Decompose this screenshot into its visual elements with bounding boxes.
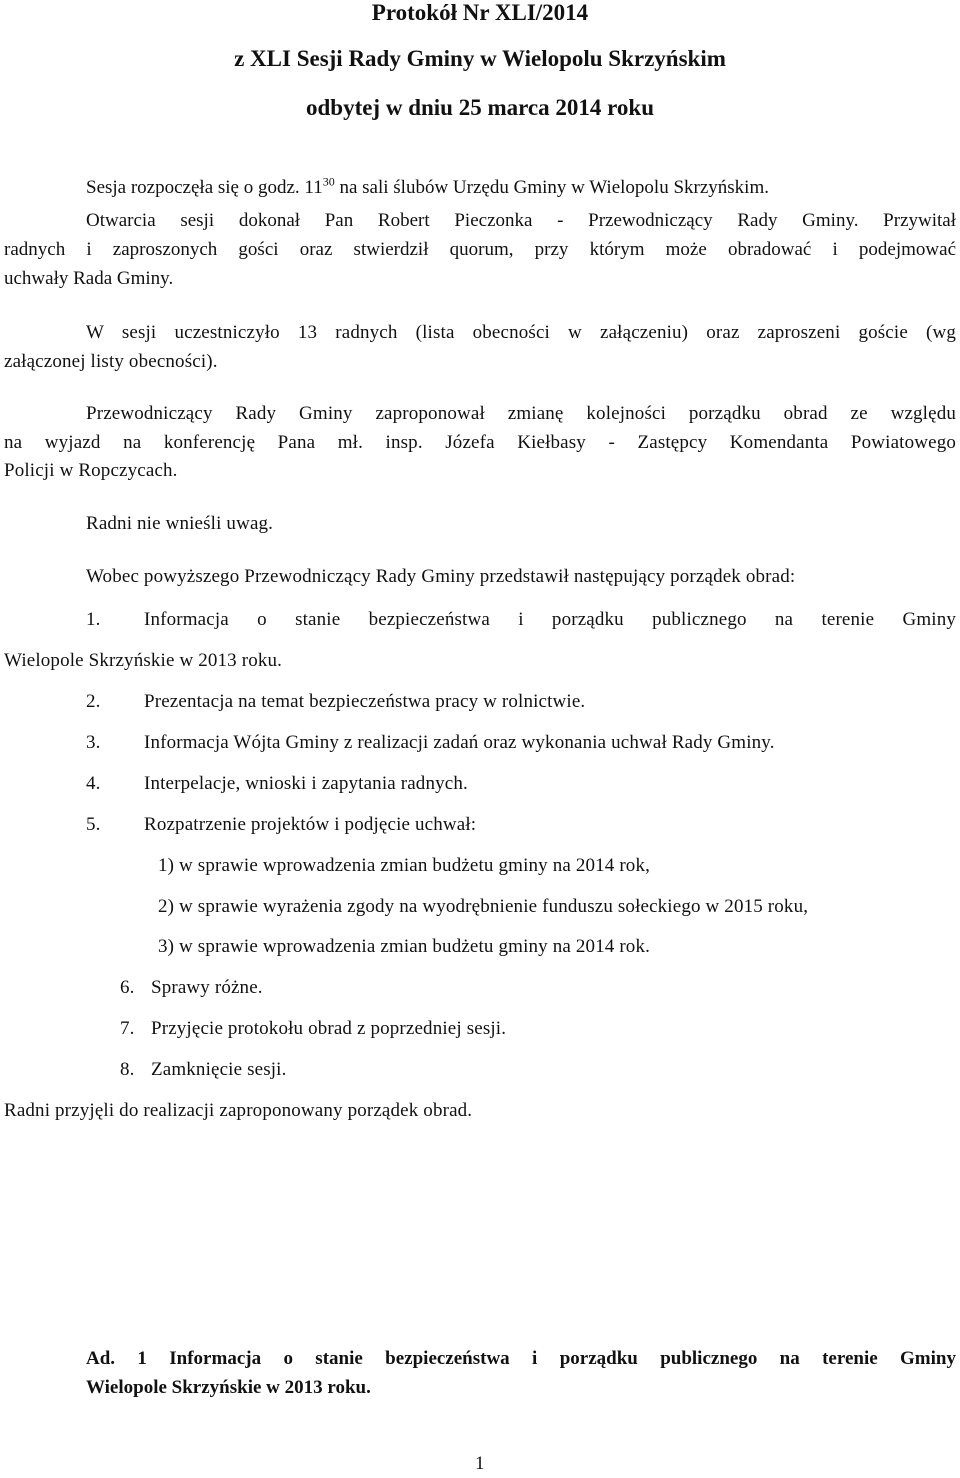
agenda-item-text: Sprawy różne. — [151, 977, 263, 998]
agenda-item-text: Rozpatrzenie projektów i podjęcie uchwał: — [144, 814, 477, 835]
no-remarks-text: Radni nie wnieśli uwag. — [86, 513, 274, 534]
agenda-item-number: 6. — [120, 977, 135, 998]
intro-line-1 — [86, 174, 769, 199]
agenda-item-text: Przyjęcie protokołu obrad z poprzedniej sesji. — [151, 1018, 507, 1039]
proposal-line-1: Przewodniczący Rady Gminy zaproponował zmianę kolejności porządku obrad ze względu — [86, 403, 956, 424]
agenda-item-text: Informacja Wójta Gminy z realizacji zadań oraz wykonania uchwał Rady Gminy. — [144, 732, 775, 753]
proposal-line-3: Policji w Ropczycach. — [4, 460, 178, 481]
agenda-item-number: 2. — [86, 691, 101, 712]
section-heading-line-1: Ad. 1 Informacja o stanie bezpieczeństwa i porządku publicznego na terenie Gminy — [86, 1348, 956, 1369]
intro-line-3: radnych i zaproszonych gości oraz stwierdził quorum, przy którym może obradować i podejmować — [4, 239, 956, 260]
agenda-item-text: Zamknięcie sesji. — [151, 1059, 287, 1080]
agenda-item-number: 1. — [86, 609, 101, 630]
agenda-item-number: 5. — [86, 814, 101, 835]
intro-line-4: uchwały Rada Gminy. — [4, 268, 174, 289]
resolution-item: 2) w sprawie wyrażenia zgody na wyodrębnienie funduszu sołeckiego w 2015 roku, — [158, 896, 809, 917]
intro-line-2: Otwarcia sesji dokonał Pan Robert Pieczonka - Przewodniczący Rady Gminy. Przywitał — [86, 210, 956, 231]
page-number: 1 — [475, 1453, 485, 1474]
agenda-item-number: 8. — [120, 1059, 135, 1080]
attendance-line-2: załączonej listy obecności). — [4, 351, 218, 372]
agenda-item-continuation: Wielopole Skrzyńskie w 2013 roku. — [4, 650, 283, 671]
agenda-item-text: Prezentacja na temat bezpieczeństwa pracy w rolnictwie. — [144, 691, 586, 712]
agenda-item-text: Informacja o stanie bezpieczeństwa i porządku publicznego na terenie Gminy — [144, 609, 956, 630]
resolution-item: 1) w sprawie wprowadzenia zmian budżetu gminy na 2014 rok, — [158, 855, 651, 876]
agenda-accepted-text: Radni przyjęli do realizacji zaproponowany porządek obrad. — [4, 1100, 473, 1121]
document-title: Protokół Nr XLI/2014 — [371, 0, 589, 25]
start-time-minutes: 30 — [322, 174, 335, 189]
section-heading-line-2: Wielopole Skrzyńskie w 2013 roku. — [86, 1377, 371, 1398]
proposal-line-2: na wyjazd na konferencję Pana mł. insp. Józefa Kiełbasy - Zastępcy Komendanta Powiatowego — [4, 432, 956, 453]
attendance-line-1: W sesji uczestniczyło 13 radnych (lista obecności w załączeniu) oraz zaproszeni goście (wg — [86, 322, 956, 343]
session-start-text: Sesja rozpoczęła się o godz. 11 — [86, 177, 323, 198]
session-date-title: odbytej w dniu 25 marca 2014 roku — [305, 95, 655, 120]
agenda-intro: Wobec powyższego Przewodniczący Rady Gminy przedstawił następujący porządek obrad: — [86, 566, 796, 587]
agenda-item-number: 3. — [86, 732, 101, 753]
agenda-item-number: 4. — [86, 773, 101, 794]
resolution-item: 3) w sprawie wprowadzenia zmian budżetu gminy na 2014 rok. — [158, 936, 651, 957]
agenda-item-text: Interpelacje, wnioski i zapytania radnych. — [144, 773, 468, 794]
agenda-item-number: 7. — [120, 1018, 135, 1039]
session-title: z XLI Sesji Rady Gminy w Wielopolu Skrzyńskim — [234, 46, 726, 71]
session-location-text: na sali ślubów Urzędu Gminy w Wielopolu Skrzyńskim. — [334, 177, 769, 198]
